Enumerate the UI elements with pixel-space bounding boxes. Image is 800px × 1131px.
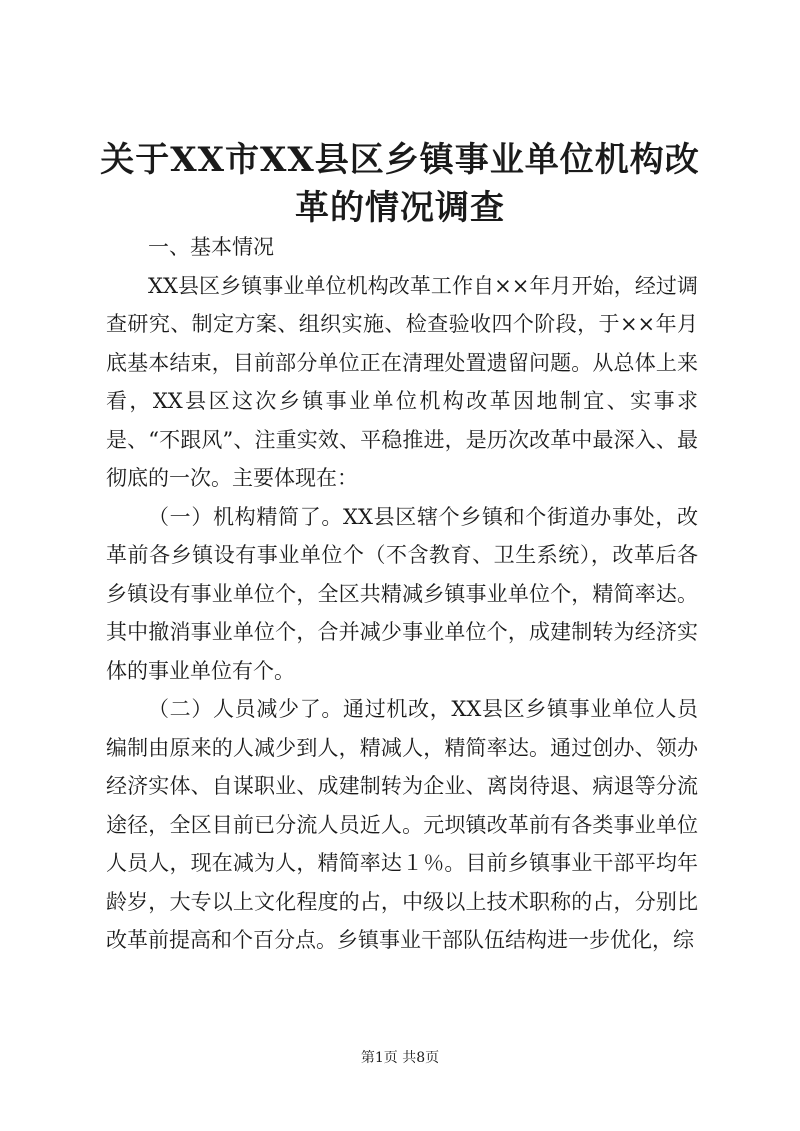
body-paragraph: （二）人员减少了。通过机改，XX县区乡镇事业单位人员编制由原来的人减少到人，精减人，精简率达。通过创办、领办经济实体、自谋职业、成建制转为企业、离岗待退、病退等分流途径，全区目前已分流人员近人。元坝镇改革前有各类事业单位人员人，现在减为人，精简率达１％。目前乡镇事业干部平均年龄岁，大专以上文化程度的占，中级以上技术职称的占，分别比改革前提高和个百分点。乡镇事业干部队伍结构进一步优化，综 (106, 697, 698, 952)
body-paragraph: XX县区乡镇事业单位机构改革工作自××年月开始，经过调查研究、制定方案、组织实施、检查验收四个阶段，于××年月底基本结束，目前部分单位正在清理处置遗留问题。从总体上来看，XX县区这次乡镇事业单位机构改革因地制宜、实事求是、“不跟风”、注重实效、平稳推进，是历次改革中最深入、最彻底的一次。主要体现在： (106, 273, 698, 490)
document-body (106, 228, 698, 960)
section-heading: 一、基本情况 (148, 235, 274, 259)
body-paragraph: （一）机构精简了。XX县区辖个乡镇和个街道办事处，改革前各乡镇设有事业单位个（不含教育、卫生系统），改革后各乡镇设有事业单位个，全区共精减乡镇事业单位个，精简率达。其中撤消事业单位个，合并减少事业单位个，成建制转为经济实体的事业单位有个。 (106, 504, 698, 683)
document-title: 关于XX市XX县区乡镇事业单位机构改革的情况调查 (100, 140, 700, 228)
page-number-footer: 第1页 共8页 (360, 1050, 440, 1066)
